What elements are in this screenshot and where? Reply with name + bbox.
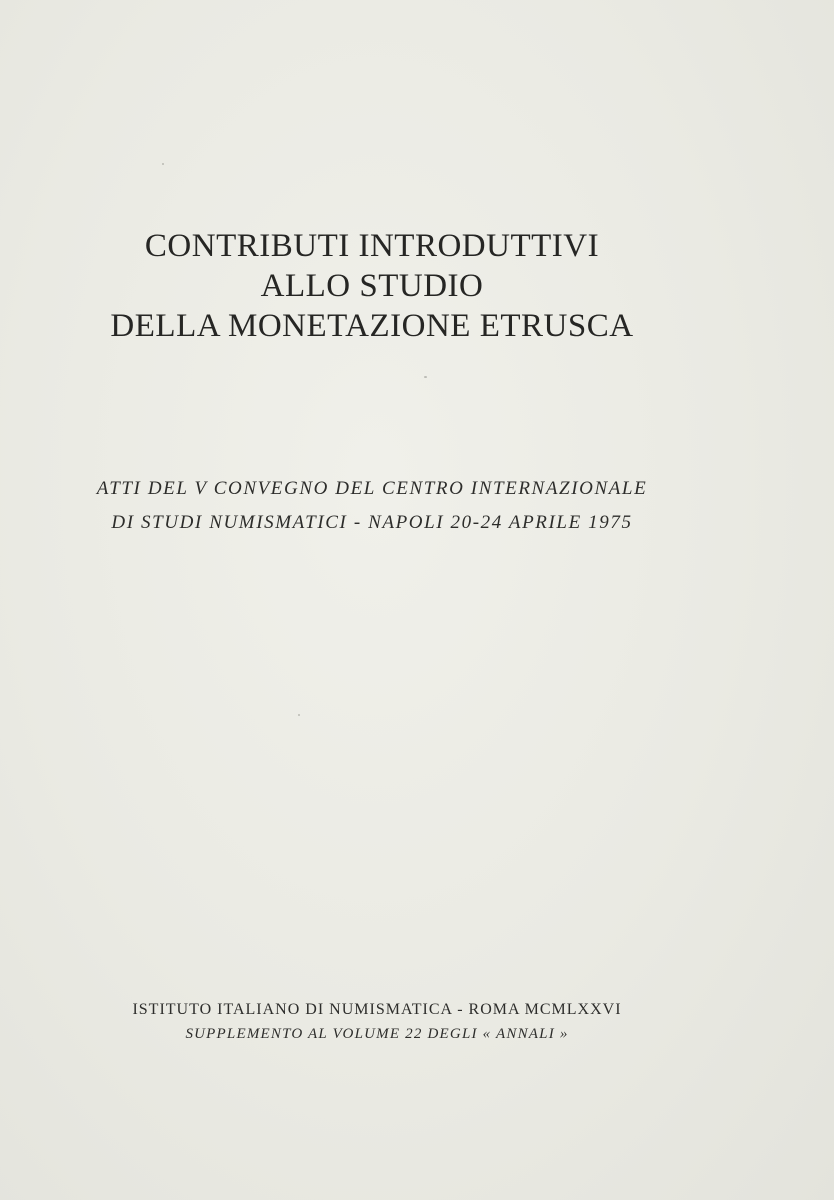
publisher-line: ISTITUTO ITALIANO DI NUMISMATICA - ROMA MCMLXXVI	[132, 1001, 622, 1018]
publisher-info	[0, 998, 754, 1046]
conference-subtitle	[0, 472, 744, 540]
paper-speck	[298, 714, 300, 716]
book-title	[0, 226, 744, 346]
title-line-2: ALLO STUDIO	[260, 268, 484, 304]
supplement-line: SUPPLEMENTO AL VOLUME 22 DEGLI « ANNALI »	[185, 1026, 569, 1042]
paper-speck	[424, 376, 427, 378]
subtitle-line-1: ATTI DEL V CONVEGNO DEL CENTRO INTERNAZIONALE	[96, 478, 648, 499]
title-line-3: DELLA MONETAZIONE ETRUSCA	[110, 308, 634, 344]
subtitle-line-2: DI STUDI NUMISMATICI - NAPOLI 20-24 APRILE 1975	[111, 512, 633, 533]
paper-speck	[162, 163, 164, 165]
title-line-1: CONTRIBUTI INTRODUTTIVI	[144, 228, 600, 264]
